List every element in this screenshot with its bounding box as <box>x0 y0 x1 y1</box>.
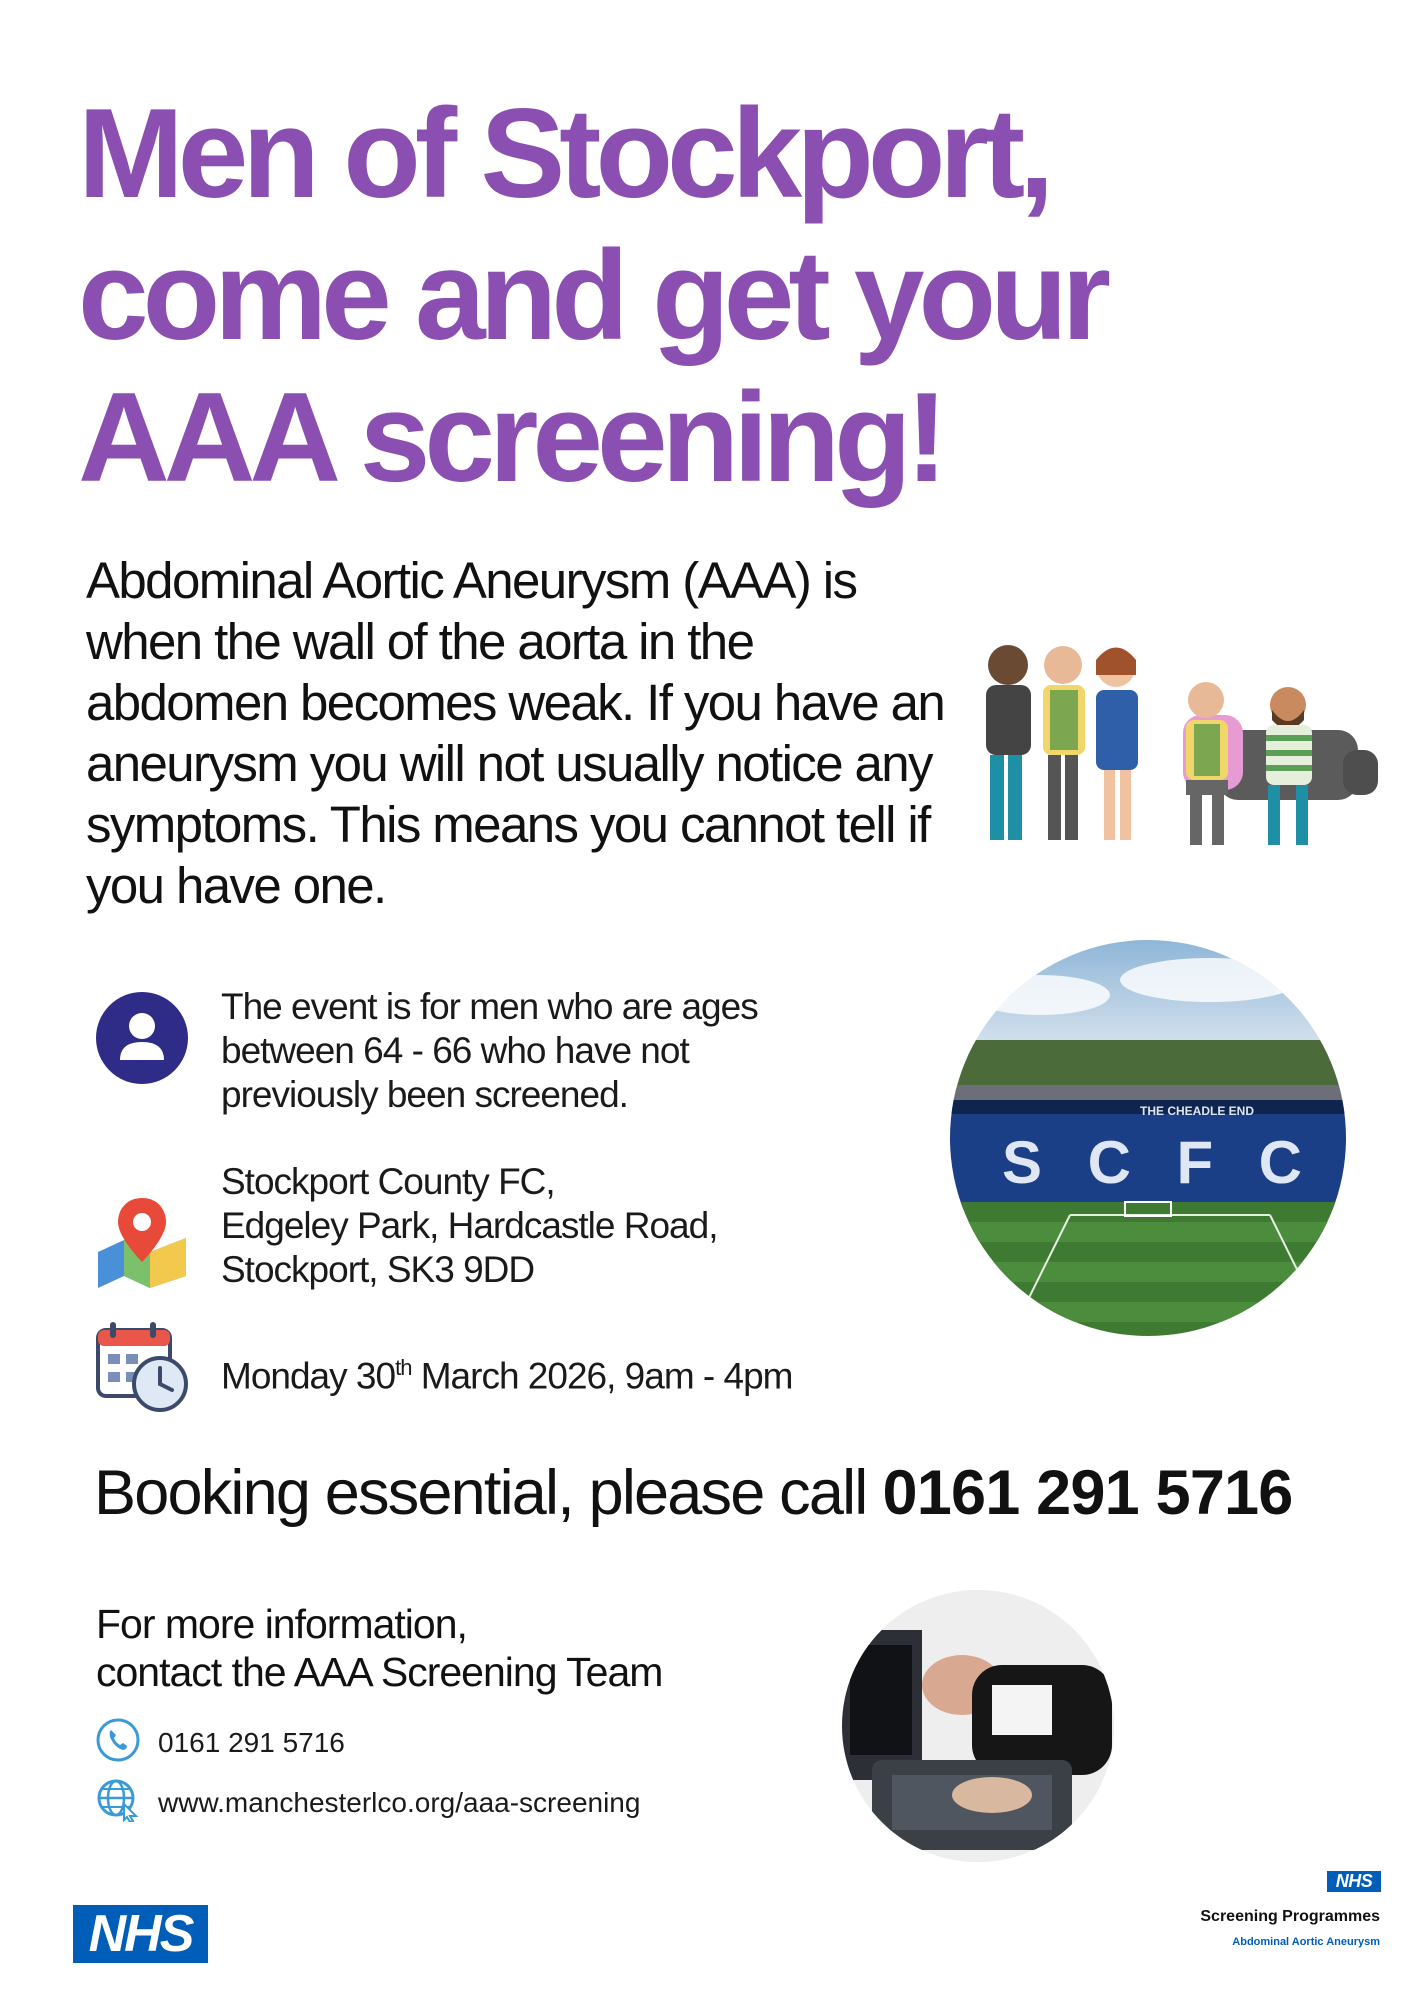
contact-phone[interactable]: 0161 291 5716 <box>158 1726 345 1758</box>
headline-line-2: come and get your <box>78 224 1106 366</box>
eligibility-text: The event is for men who are ages between 64 - 66 who have not previously been screened. <box>221 986 758 1115</box>
intro-paragraph: Abdominal Aortic Aneurysm (AAA) is when the wall of the aorta in the abdomen becomes weak. If you have an aneurysm you will not usually notice any symptoms. This means you cannot tell if you have one. <box>86 552 945 914</box>
headline-line-3: AAA screening! <box>78 366 942 508</box>
booking-text: Booking essential, please call <box>94 1458 867 1528</box>
seat-letter: C <box>1258 1129 1302 1196</box>
people-illustration <box>968 640 1378 855</box>
booking-line <box>94 1455 1344 1531</box>
datetime-text: Monday 30th March 2026, 9am - 4pm <box>221 1355 793 1397</box>
person-icon <box>94 990 190 1086</box>
contact-website[interactable]: www.manchesterlco.org/aaa-screening <box>158 1786 641 1818</box>
seat-letter: C <box>1087 1129 1131 1196</box>
booking-phone[interactable]: 0161 291 5716 <box>882 1458 1293 1528</box>
globe-icon <box>96 1778 140 1827</box>
stadium-photo <box>950 940 1346 1336</box>
contact-phone-row[interactable] <box>96 1718 345 1767</box>
map-pin-icon <box>94 1192 190 1288</box>
seat-letter: F <box>1176 1129 1214 1196</box>
phone-icon <box>96 1718 140 1767</box>
location-text: Stockport County FC, Edgeley Park, Hardcastle Road, Stockport, SK3 9DD <box>221 1161 718 1290</box>
ultrasound-photo <box>842 1590 1114 1862</box>
nhs-logo: NHS <box>73 1905 208 1963</box>
headline <box>78 82 1368 508</box>
screening-programmes-label: Screening Programmes <box>1200 1908 1380 1925</box>
nhs-small-logo: NHS <box>1327 1871 1381 1892</box>
headline-line-1: Men of Stockport, <box>78 82 1049 224</box>
contact-website-row[interactable] <box>96 1778 640 1827</box>
calendar-clock-icon <box>94 1318 190 1414</box>
screening-programmes-sublabel: Abdominal Aortic Aneurysm <box>1232 1936 1380 1948</box>
more-info: For more information, contact the AAA Screening Team <box>96 1601 663 1695</box>
stand-sign: THE CHEADLE END <box>1140 1104 1255 1118</box>
seat-letter: S <box>1002 1129 1043 1196</box>
scfc-seat-letters <box>1002 1128 1302 1197</box>
